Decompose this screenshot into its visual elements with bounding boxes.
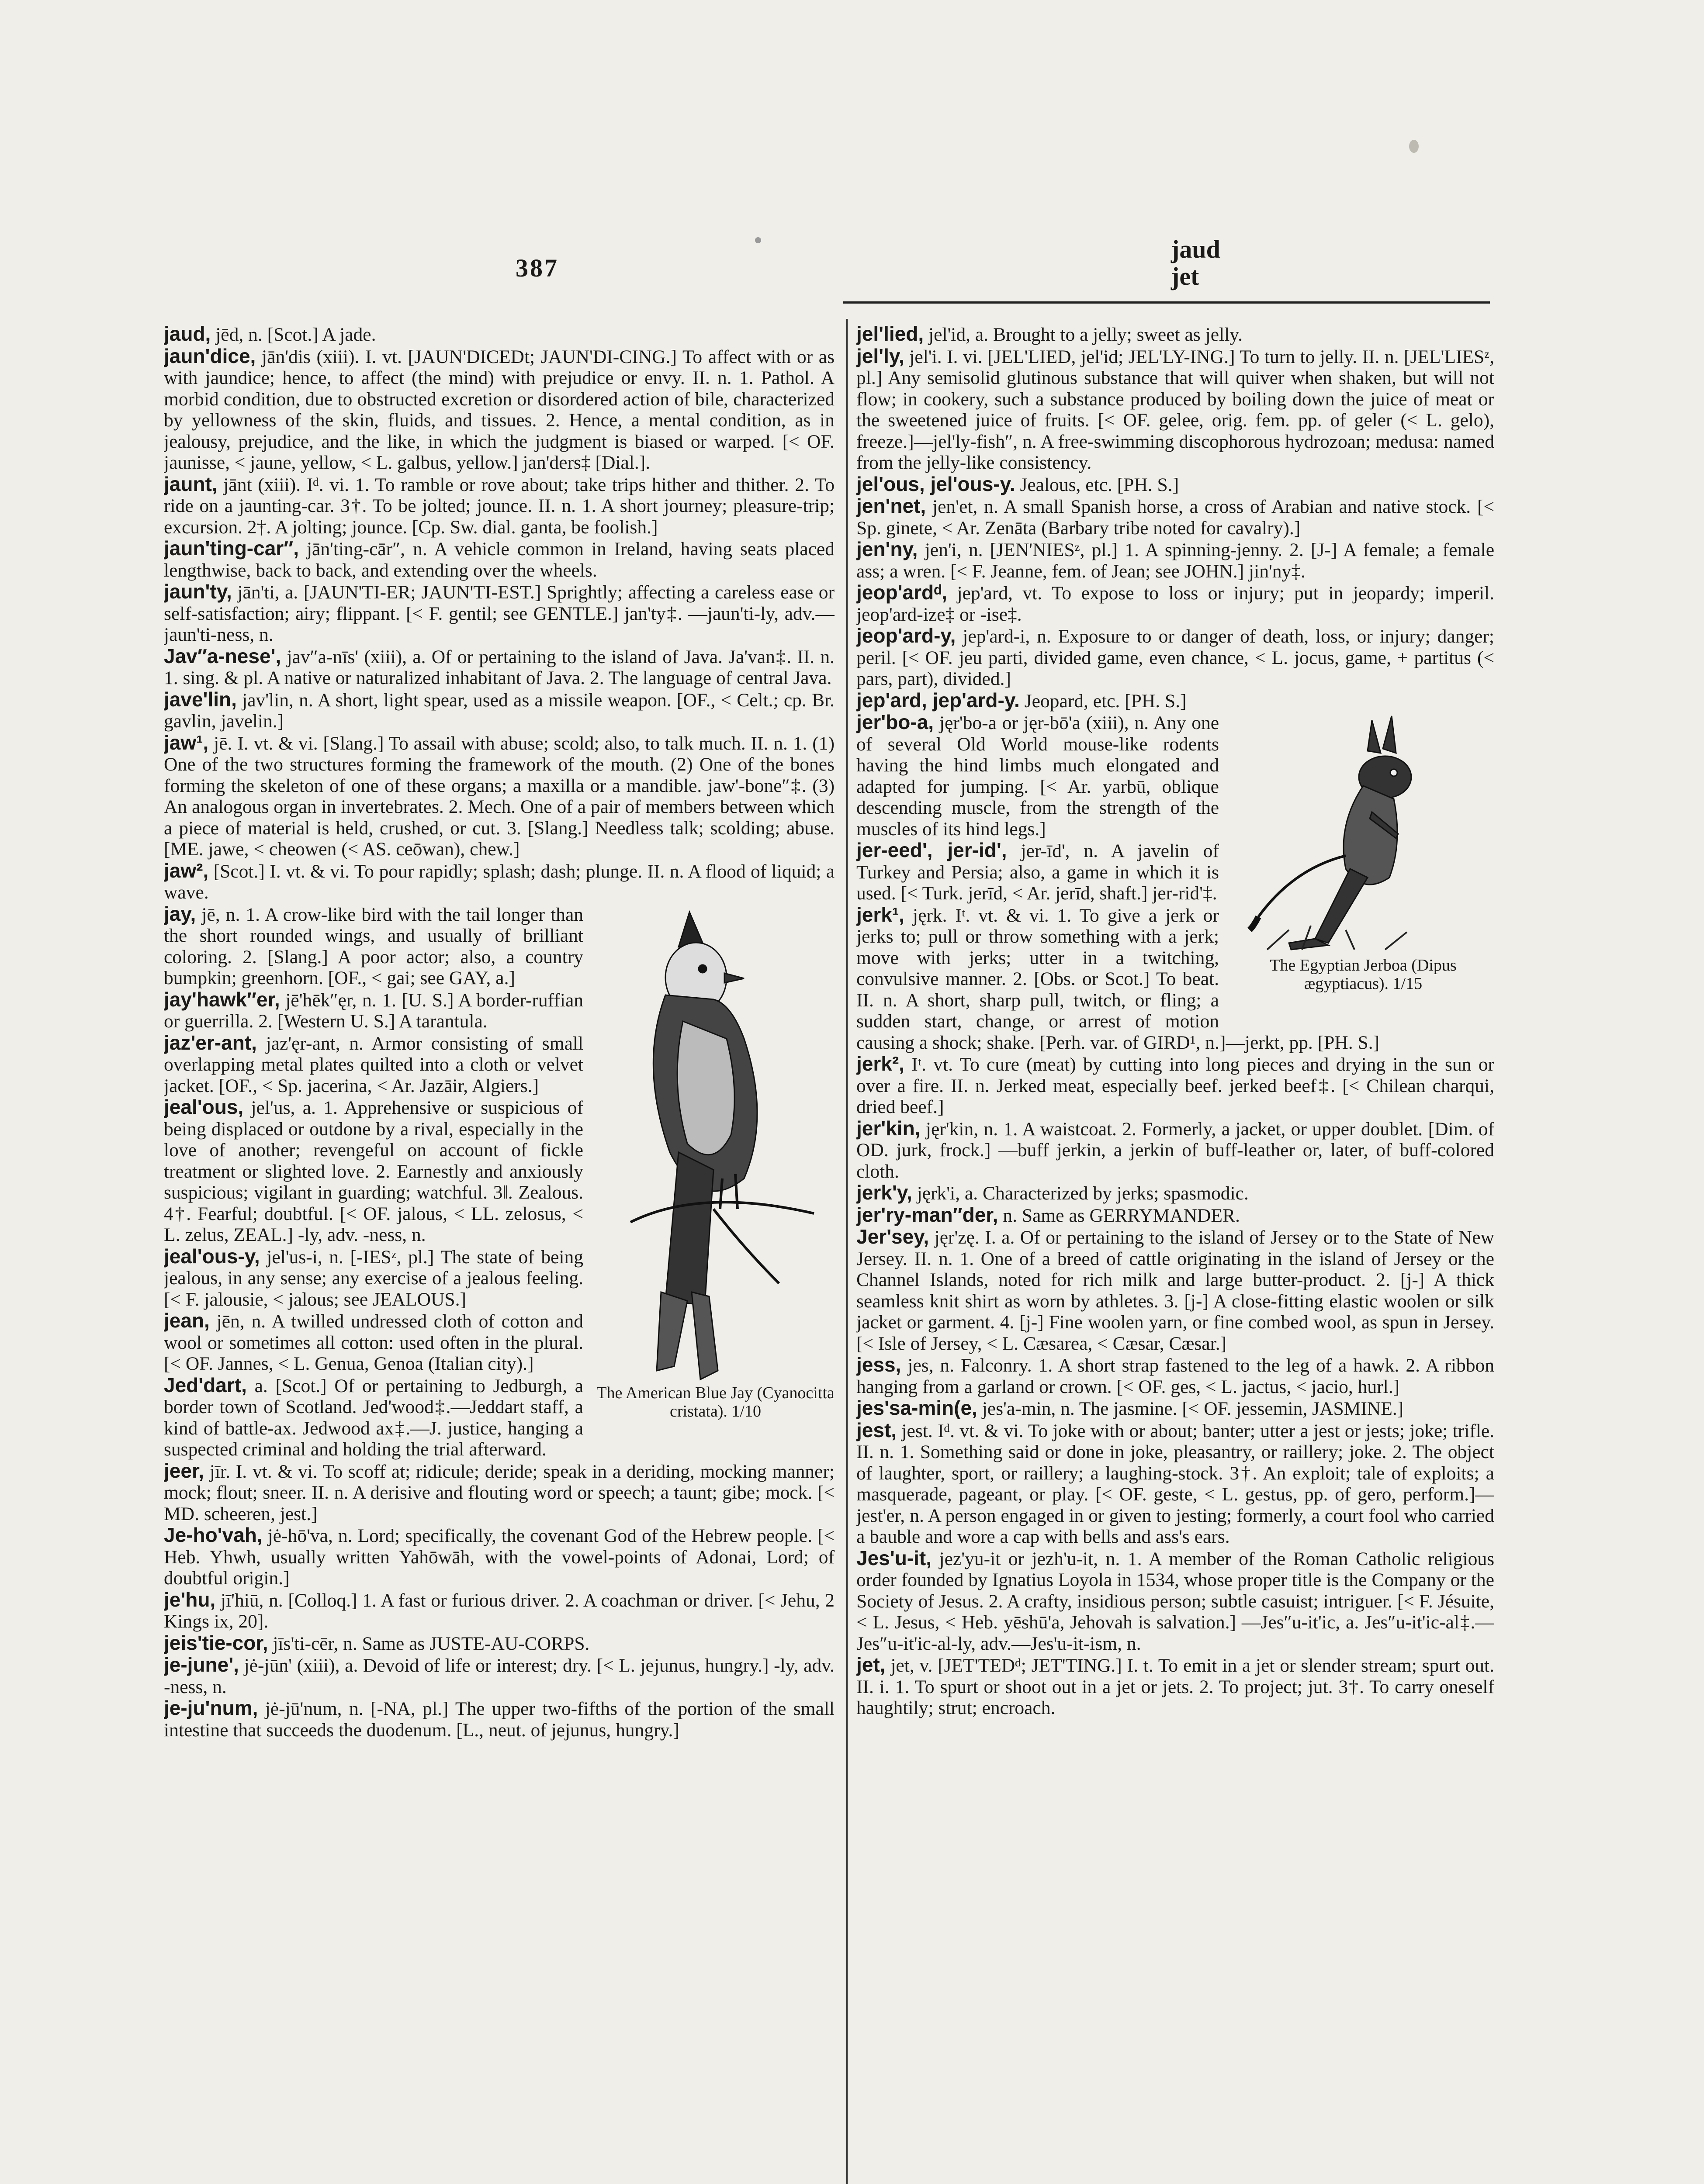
definition: jīs'ti-cēr, n. Same as JUSTE-AU-CORPS. xyxy=(273,1633,590,1654)
definition: jęr'kin, n. 1. A waistcoat. 2. Formerly, a jacket, or upper doublet. [Dim. of OD. jurk, frock.] —buff jerkin, a jerkin of buff-leather or, later, of buff-colored cloth. xyxy=(856,1118,1494,1182)
entry-jeopardy xyxy=(856,625,1494,690)
blue-jay-illustration xyxy=(613,908,818,1384)
definition: jē. I. vt. & vi. [Slang.] To assail with abuse; scold; also, to talk much. II. n. 1. (1) One of the two structures forming the framework of the mouth. (2) One of the bones forming the skeleton of one of these organs; a maxilla or a mandible. jaw'-bone″‡. (3) An analogous organ in invertebrates. 2. Mech. One of a pair of members between which a piece of material is held, crushed, or cut. 3. [Slang.] Needless talk; scolding; abuse. [ME. jawe, < cheowen (< AS. ceōwan), chew.] xyxy=(164,733,835,860)
headword: jeer, xyxy=(164,1459,204,1482)
headword: jer'kin, xyxy=(856,1116,921,1140)
headword: jel'ly, xyxy=(856,344,904,367)
headword: jay'hawk″er, xyxy=(164,988,280,1011)
headword: jaz'er-ant, xyxy=(164,1031,257,1054)
headword: jaunt, xyxy=(164,472,218,495)
definition: jęr'bo-a or jęr-bō'a (xiii), n. Any one of several Old World mouse-like rodents having the hind limbs much elongated and adapted for jumping. [< Ar. yarbū, oblique descending muscle, from the strength of the muscles of its hind legs.] xyxy=(856,712,1219,840)
headword: jeop'ardᵈ, xyxy=(856,581,947,604)
headword: jep'ard, jep'ard-y. xyxy=(856,688,1020,712)
paper-smudge xyxy=(1409,140,1419,153)
entry-jaw-1 xyxy=(164,732,835,860)
entry-jejunum xyxy=(164,1697,835,1741)
definition: jė-hō'va, n. Lord; specifically, the covenant God of the Hebrew people. [< Heb. Yhwh, usually written Yahōwāh, with the vowel-points of Adonai, Lord; of doubtful origin.] xyxy=(164,1525,835,1589)
definition: jel'us, a. 1. Apprehensive or suspicious of being displaced or outdone by a rival, especially in the love of another; revengeful on account of fickle treatment or slighted love. 2. Earnestly and anxiously suspicious; vigilant in guarding; watchful. 3‖. Zealous. 4†. Fearful; doubtful. [< OF. jalous, < LL. zelosus, < L. zelus, ZEAL.] -ly, adv. -ness, n. xyxy=(164,1097,583,1245)
jerboa-figure xyxy=(1232,712,1494,1017)
entry-jet xyxy=(856,1654,1494,1719)
definition: n. Same as GERRYMANDER. xyxy=(1003,1205,1240,1226)
definition: jel'i. I. vi. [JEL'LIED, jel'id; JEL'LY-ING.] To turn to jelly. II. n. [JEL'LIESᶻ, pl.] Any semisolid glutinous substance that will quiver when shaken, but will not flow; in cookery, such a substance produced by boiling down the juice of meat or the sweetened juice of fruits. [< OF. gelee, orig. fem. pp. of geler (< L. gelo), freeze.]—jel'ly-fish″, n. A free-swimming discophorous hydrozoan; medusa: named from the jelly-like consistency. xyxy=(856,346,1494,473)
headword: jest, xyxy=(856,1418,897,1441)
definition: jav'lin, n. A short, light spear, used as a missile weapon. [OF., < Celt.; cp. Br. gavlin, javelin.] xyxy=(164,689,835,732)
headword: jer'ry-man″der, xyxy=(856,1203,998,1226)
headword: jerk¹, xyxy=(856,903,904,926)
blue-jay-figure xyxy=(596,908,835,1451)
guide-word-bottom: jet xyxy=(1171,262,1199,290)
entry-jenny xyxy=(856,539,1494,582)
jerboa-caption: The Egyptian Jerboa (Dipus ægyptiacus). 1/15 xyxy=(1270,956,1457,993)
header-rule xyxy=(843,301,1490,304)
entry-jeistiecor xyxy=(164,1632,835,1655)
definition: jęrk. Iᵗ. vt. & vi. 1. To give a jerk or jerks to; pull or throw something with a jerk; move with jerks; utter in a twitching, convulsive manner. 2. [Obs. or Scot.] To beat. II. n. A short, sharp pull, twitch, or fling; a sudden start, change, or arrest of motion causing a shock; shake. [Perh. var. of GIRD¹, n.]—jerkt, pp. [PH. S.] xyxy=(856,905,1379,1053)
definition: jen'i, n. [JEN'NIESᶻ, pl.] 1. A spinning-jenny. 2. [J-] A female; a female ass; a wren. [< F. Jeanne, fem. of Jean; see JOHN.] jin'ny‡. xyxy=(856,539,1494,582)
headword: jaw¹, xyxy=(164,731,209,754)
entry-jaunting-car xyxy=(164,538,835,581)
entry-jerrymander xyxy=(856,1204,1494,1227)
definition: jēd, n. [Scot.] A jade. xyxy=(215,324,376,345)
definition: jel'us-i, n. [-IESᶻ, pl.] The state of being jealous, in any sense; any exercise of a jealous feeling. [< F. jalousie, < jalous; see JEALOUS.] xyxy=(164,1246,584,1310)
right-column xyxy=(856,323,1494,2184)
page-number: 387 xyxy=(516,254,559,282)
definition: jet, v. [JET'TEDᵈ; JET'TING.] I. t. To emit in a jet or slender stream; spurt out. II. i. 1. To spurt or shoot out in a jet or jets. 2. To project; jut. 3†. To carry oneself haughtily; strut; encroach. xyxy=(856,1655,1494,1718)
headword: je'hu, xyxy=(164,1588,216,1611)
definition: jān'ti, a. [JAUN'TI-ER; JAUN'TI-EST.] Sprightly; affecting a careless ease or self-satisfaction; airy; flippant. [< F. gentil; see GENTLE.] jan'ty‡. —jaun'ti-ly, adv.—jaun'ti-ness, n. xyxy=(164,582,835,645)
definition: jer-īd', n. A javelin of Turkey and Persia; also, a game in which it is used. [< Turk. jerīd, < Ar. jerīd, shaft.] jer-rid'‡. xyxy=(856,840,1219,904)
headword: jeal'ous-y, xyxy=(164,1244,260,1268)
headword: jeop'ard-y, xyxy=(856,624,956,647)
headword: je-june', xyxy=(164,1653,239,1676)
definition: jānt (xiii). Iᵈ. vi. 1. To ramble or rove about; take trips hither and thither. 2. To ride on a jaunting-car. 3†. To be jolted; jounce. II. n. 1. A short journey; pleasure-trip; excursion. 2†. A jolting; jounce. [Cp. Sw. dial. ganta, be foolish.] xyxy=(164,474,835,538)
definition: Jeopard, etc. [PH. S.] xyxy=(1024,690,1187,712)
entry-jerky xyxy=(856,1182,1494,1204)
headword: Jav″a-nese', xyxy=(164,644,281,667)
definition: jēn, n. A twilled undressed cloth of cotton and wool or sometimes all cotton: used often in the plural. [< OF. Jannes, < L. Genua, Genoa (Italian city).] xyxy=(164,1311,584,1374)
entry-jaundice xyxy=(164,346,835,473)
definition: jen'et, n. A small Spanish horse, a cross of Arabian and native stock. [< Sp. ginete, < Ar. Zenāta (Barbary tribe noted for cavalry).] xyxy=(856,496,1494,539)
headword: Jes'u-it, xyxy=(856,1546,932,1569)
headword: jaun'ty, xyxy=(164,580,232,603)
entry-javelin xyxy=(164,689,835,732)
entry-jaud xyxy=(164,323,835,346)
headword: jes'sa-min(e, xyxy=(856,1396,977,1419)
definition: jān'dis (xiii). I. vt. [JAUN'DICEDt; JAUN'DI-CING.] To affect with or as with jaundice; hence, to affect (the mind) with prejudice or envy. II. n. 1. Pathol. A morbid condition, due to obstructed excretion or disordered action of bile, characterized by yellowness of the skin, fluids, and tissues. 2. Hence, a mental condition, as in jealousy, prejudice, and the like, in which the judgment is biased or warped. [< OF. jaunisse, < jaune, yellow, < L. galbus, yellow.] jan'ders‡ [Dial.]. xyxy=(164,346,835,473)
entry-jerk-2 xyxy=(856,1053,1494,1118)
definition: jė-jū'num, n. [-NA, pl.] The upper two-fifths of the portion of the small intestine that succeeds the duodenum. [L., neut. of jejunus, hungry.] xyxy=(164,1698,835,1741)
headword: Jer'sey, xyxy=(856,1225,929,1248)
headword: je-ju'num, xyxy=(164,1697,258,1719)
headword: jer'bo-a, xyxy=(856,711,934,733)
entry-jehovah xyxy=(164,1524,835,1589)
headword: jean, xyxy=(164,1309,210,1332)
headword: jeis'tie-cor, xyxy=(164,1631,268,1654)
headword: jel'lied, xyxy=(856,323,924,345)
entry-jellied xyxy=(856,323,1494,346)
definition: jęrk'i, a. Characterized by jerks; spasmodic. xyxy=(917,1183,1249,1204)
definition: jes, n. Falconry. 1. A short strap fastened to the leg of a hawk. 2. A ribbon hanging from a garland or crown. [< OF. ges, < L. jactus, < jacio, hurl.] xyxy=(856,1355,1494,1397)
headword: Jed'dart, xyxy=(164,1373,247,1396)
headword: jave'lin, xyxy=(164,688,237,711)
entry-jerkin xyxy=(856,1118,1494,1182)
entry-jennet xyxy=(856,495,1494,539)
entry-jaunty xyxy=(164,581,835,646)
definition: jaz'ęr-ant, n. Armor consisting of small overlapping metal plates quilted into a cloth or velvet jacket. [OF., < Sp. jacerina, < Ar. Jazāir, Algiers.] xyxy=(164,1033,584,1096)
definition: jē, n. 1. A crow-like bird with the tail longer than the short rounded wings, and usually of brilliant coloring. 2. [Slang.] A poor actor; also, a country bumpkin; greenhorn. [OF., < gai; see GAY, a.] xyxy=(164,904,583,988)
entry-jelous xyxy=(856,473,1494,496)
headword: jaud, xyxy=(164,323,211,345)
headword: jess, xyxy=(856,1353,901,1376)
definition: jė-jūn' (xiii), a. Devoid of life or interest; dry. [< L. jejunus, hungry.] -ly, adv. -ness, n. xyxy=(164,1655,835,1697)
definition: jep'ard, vt. To expose to loss or injury; put in jeopardy; imperil. jeop'ard-ize‡ or -ise‡. xyxy=(856,583,1494,625)
definition: [Scot.] I. vt. & vi. To pour rapidly; splash; dash; plunge. II. n. A flood of liquid; a wave. xyxy=(164,860,835,903)
entry-jeopard xyxy=(856,582,1494,625)
definition: jē'hēk″ęr, n. 1. [U. S.] A border-ruffian or guerrilla. 2. [Western U. S.] A tarantula. xyxy=(164,989,584,1032)
definition: a. [Scot.] Of or pertaining to Jedburgh, a border town of Scotland. Jed'wood‡.—Jeddart staff, a kind of battle-ax. Jedwood ax‡.—J. justice, hanging a suspected criminal and holding the trial afterward. xyxy=(164,1375,584,1460)
left-column xyxy=(164,323,835,2184)
page-mark xyxy=(755,237,761,243)
entry-jejune xyxy=(164,1654,835,1697)
definition: jān'ting-cār″, n. A vehicle common in Ireland, having seats placed lengthwise, back to back, and extending over the wheels. xyxy=(164,539,835,581)
entry-jeer xyxy=(164,1460,835,1525)
definition: Iᵗ. vt. To cure (meat) by cutting into long pieces and drying in the sun or over a fire. II. n. Jerked meat, especially beef. jerked beef‡. [< Chilean charqui, dried beef.] xyxy=(856,1054,1494,1117)
jay-caption: The American Blue Jay (Cyanocitta cristata). 1/10 xyxy=(596,1383,835,1420)
definition: jęr'zę. I. a. Of or pertaining to the island of Jersey or to the State of New Jersey. II. n. 1. One of a breed of cattle originating in the island of Jersey or the Channel Islands, noted for rich milk and large butter-product. 2. [j-] A thick seamless knit shirt as worn by athletes. 3. [j-] A close-fitting elastic woolen or silk jacket or garment. 4. [j-] Fine woolen yarn, or fine combed wool, as spun in Jersey. [< Isle of Jersey, < L. Cæsarea, < Cæsar, Cæsar.] xyxy=(856,1227,1494,1354)
entry-jess xyxy=(856,1354,1494,1397)
headword: jay, xyxy=(164,902,196,925)
headword: jaw², xyxy=(164,859,209,882)
headword: jeal'ous, xyxy=(164,1095,244,1118)
definition: jes'a-min, n. The jasmine. [< OF. jessemin, JASMINE.] xyxy=(982,1398,1404,1419)
guide-word-top: jaud xyxy=(1171,235,1220,263)
definition: jīr. I. vt. & vi. To scoff at; ridicule; deride; speak in a deriding, mocking manner; mock; flout; sneer. II. n. A derisive and flouting word or speech; a taunt; gibe; mock. [< MD. scheeren, jest.] xyxy=(164,1461,835,1524)
entry-jest xyxy=(856,1420,1494,1548)
headword: jen'net, xyxy=(856,494,926,517)
definition: jav″a-nīs' (xiii), a. Of or pertaining to the island of Java. Ja'van‡. II. n. 1. sing. & pl. A native or naturalized inhabitant of Java. 2. The language of central Java. xyxy=(164,646,835,688)
headword: jen'ny, xyxy=(856,538,918,560)
headword: jaun'dice, xyxy=(164,344,256,367)
jerboa-illustration xyxy=(1241,712,1486,956)
definition: jī'hiū, n. [Colloq.] 1. A fast or furious driver. 2. A coachman or driver. [< Jehu, 2 Kings ix, 20]. xyxy=(164,1590,835,1632)
headword: jer-eed', jer-id', xyxy=(856,839,1007,861)
definition: jel'id, a. Brought to a jelly; sweet as jelly. xyxy=(928,324,1243,345)
column-divider xyxy=(846,319,848,2184)
entry-jessamine xyxy=(856,1397,1494,1420)
entry-jaw-2 xyxy=(164,860,835,903)
definition: Jealous, etc. [PH. S.] xyxy=(1020,474,1179,495)
definition: jez'yu-it or jezh'u-it, n. 1. A member of the Roman Catholic religious order founded by Ignatius Loyola in 1534, whose proper title is the Company or the Society of Jesus. 2. A crafty, insidious person; subtle casuist; intriguer. [< F. Jésuite, < L. Jesus, < Heb. yēshū'a, Jehovah is salvation.] —Jes″u-it'ic, a. Jes″u-it'ic-al‡.—Jes″u-it'ic-al-ly, adv.—Jes'u-it-ism, n. xyxy=(856,1548,1494,1654)
entry-jesuit xyxy=(856,1548,1494,1655)
headword: jerk², xyxy=(856,1052,904,1075)
headword: jet, xyxy=(856,1653,886,1676)
entry-jepard xyxy=(856,690,1494,712)
entry-jehu xyxy=(164,1589,835,1632)
guide-words xyxy=(1171,236,1285,290)
entry-jaunt xyxy=(164,473,835,538)
headword: jel'ous, jel'ous-y. xyxy=(856,472,1015,495)
entry-javanese xyxy=(164,646,835,689)
headword: jerk'y, xyxy=(856,1181,912,1204)
definition: jep'ard-i, n. Exposure to or danger of death, loss, or injury; danger; peril. [< OF. jeu parti, divided game, even chance, < L. jocus, game, + partitus (< pars, part), divided.] xyxy=(856,626,1494,689)
headword: Je-ho'vah, xyxy=(164,1524,263,1546)
definition: jest. Iᵈ. vt. & vi. To joke with or about; banter; utter a jest or jests; joke; trifle. II. n. 1. Something said or done in joke, pleasantry, or raillery; joke. 2. The object of laughter, sport, or raillery; a laughing-stock. 3†. An exploit; tale of exploits; a masquerade, pageant, or play. [< OF. geste, < L. gestus, pp. of gero, perform.]—jest'er, n. A person engaged in or given to jesting; formerly, a court fool who carried a bauble and wore a cap with bells and ass's ears. xyxy=(856,1420,1494,1547)
headword: jaun'ting-car″, xyxy=(164,537,299,560)
entry-jersey xyxy=(856,1226,1494,1354)
entry-jelly xyxy=(856,346,1494,473)
